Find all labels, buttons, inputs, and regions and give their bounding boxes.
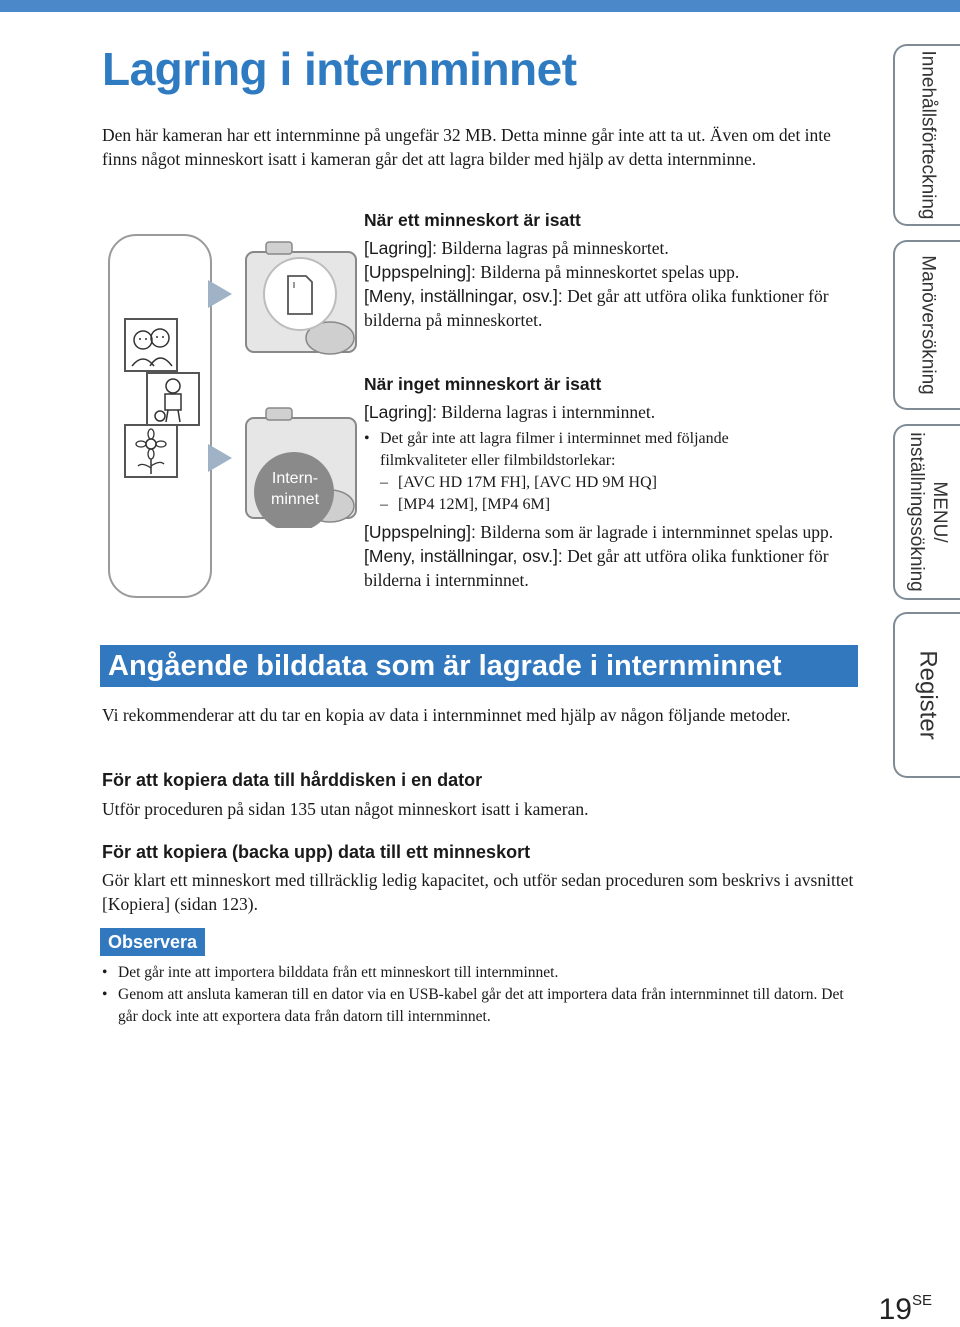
- without-card-block: [364, 372, 854, 592]
- without-card-storage: [Lagring]: Bilderna lagras i internminnet.: [364, 402, 656, 422]
- page-title: Lagring i internminnet: [102, 43, 577, 95]
- without-card-playback: [Uppspelning]: Bilderna som är lagrade i internminnet spelas upp.: [364, 522, 834, 542]
- with-card-heading: När ett minneskort är isatt: [364, 210, 581, 230]
- camera-with-card-icon: [236, 234, 360, 365]
- tab-menu-settings-search[interactable]: MENU/ inställningssökning: [893, 424, 960, 600]
- with-card-line: [Uppspelning]: Bilderna på minneskortet spelas upp.: [364, 262, 740, 282]
- page-number: $19^{SE}$: [878, 1292, 932, 1326]
- movie-restriction-note: • Det går inte att lagra filmer i interminnet med följande filmkvaliteter eller filmbildstorlekar: – [AVC HD 17M FH], [AVC HD 9M HQ] – [MP4 12M], [MP4 6M]: [364, 430, 729, 513]
- copy-to-pc-text: Utför proceduren på sidan 135 utan något minneskort isatt i kameran.: [102, 799, 589, 819]
- observe-label: Observera: [100, 928, 205, 956]
- section-intro: Vi rekommenderar att du tar en kopia av data i internminnet med hjälp av någon följande metoder.: [102, 705, 791, 725]
- without-card-heading: När inget minneskort är isatt: [364, 374, 602, 394]
- internal-memory-label: Intern- minnet: [270, 470, 320, 508]
- arrow-icon: [208, 280, 232, 308]
- tab-operation-search[interactable]: Manöversökning: [893, 240, 960, 410]
- photo-children-icon: [124, 318, 178, 372]
- top-color-bar: [0, 0, 960, 12]
- arrow-icon: [208, 444, 232, 472]
- storage-illustration: [108, 230, 358, 602]
- photo-child-icon: [146, 372, 200, 426]
- without-card-menu: [Meny, inställningar, osv.]: Det går att utföra olika funktioner för bilderna i internminnet.: [364, 546, 829, 590]
- tab-table-of-contents[interactable]: Innehållsförteckning: [893, 44, 960, 226]
- camera-internal-memory-icon: [236, 398, 360, 533]
- copy-to-pc-heading: För att kopiera data till hårddisken i en dator: [102, 770, 483, 790]
- copy-to-card-text: Gör klart ett minneskort med tillräcklig ledig kapacitet, och utför sedan proceduren som beskrivs i avsnittet [Kopiera] (sidan 123).: [102, 870, 854, 914]
- section-heading-band: [100, 645, 858, 687]
- tab-index[interactable]: Register: [893, 612, 960, 778]
- section-heading: Angående bilddata som är lagrade i internminnet: [108, 650, 782, 682]
- intro-paragraph: Den här kameran har ett internminne på ungefär 32 MB. Detta minne går inte att ta ut. Även om det inte finns något minneskort isatt i kameran går det att lagra bilder med hjälp av detta internminne.: [102, 125, 831, 169]
- photo-flower-icon: [124, 424, 178, 478]
- with-card-block: [364, 208, 854, 332]
- with-card-line: [Meny, inställningar, osv.]: Det går att utföra olika funktioner för bilderna på minneskortet.: [364, 286, 829, 330]
- with-card-line: [Lagring]: Bilderna lagras på minneskortet.: [364, 238, 669, 258]
- observe-notes: [100, 962, 860, 1028]
- list-item: • Det går inte att importera bilddata från ett minneskort till internminnet.: [100, 962, 860, 984]
- list-item: • Genom att ansluta kameran till en dator via en USB-kabel går det att importera data från internminnet till datorn. Det går dock inte att exportera data från datorn till internminnet.: [100, 984, 860, 1028]
- image-panel: [108, 234, 212, 598]
- copy-to-card-heading: För att kopiera (backa upp) data till ett minneskort: [102, 842, 531, 862]
